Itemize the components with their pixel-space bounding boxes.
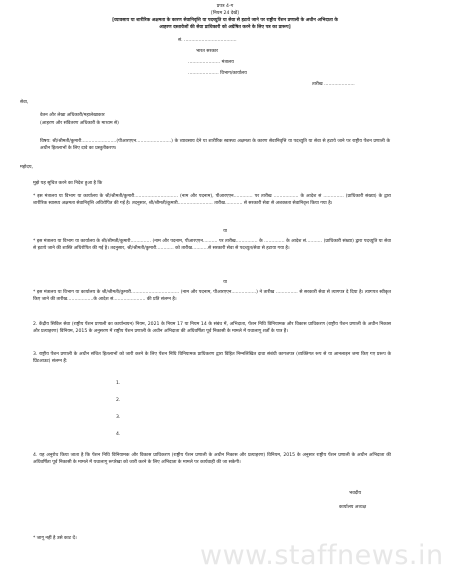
- attachment-item-1: 1.: [116, 381, 121, 386]
- point-2-paragraph: 2. केंद्रीय सिविल सेवा (राष्ट्रीय पेंशन प्रणाली का कार्यान्वयन) नियम, 2021 के नियम 17 या नियम 14 के संबंध में, अभिदाता, पेंशन निधि विनियामक और विकास प्राधिकरण (राष्ट्रीय पेंशन प्रणाली के अधीन निकास और प्रत्याहरण) विनियम, 2015 के अनुसरण में राष्ट्रीय पेंशन प्रणाली के अधीन अभिदाता की अधिवर्षिता पूर्व निकासी के मामले में यथालागू शर्तों के पात्र हैं।: [33, 322, 391, 334]
- attachment-item-2: 2.: [116, 398, 121, 403]
- paragraph-resignation: * इस मंत्रालय या विभाग या कार्यालय के श्री/श्रीमती/कुमारी................................. (नाम और पदनाम, पीआरएएन.................) ने तारीख ............... से सरकारी सेवा से त्यागपत्र दे दिया है। त्यागपत्र स्वीकृत किए जाने की तारीख..................के आदेश सं...................... की प्रति संलग्न है।: [33, 290, 391, 302]
- footnote: * जागू नहीं है उसे काट दें।: [33, 536, 77, 541]
- addressee-line-2: (आहरण और संवितरण अधिकारी के माध्यम से): [40, 121, 119, 126]
- addressee-line-1: वेतन और लेखा अधिकारी/महालेखाकार: [40, 113, 105, 118]
- paragraph-dismissal: * इस मंत्रालय या विभाग या कार्यालय के श्री/श्रीमती/कुमारी.............. (नाम और पदनाम, पीआरएएन.......... पर तारीख............... के .............. के आदेश सं........... (प्राधिकारी संख्या) द्वारा पदच्युति या सेवा से हटाये जाने की शास्ति अधिरोपित की गई है। तदनुसार, श्री/श्रीमती/कुमारी............ को तारीख...........से सरकारी सेवा से पदच्युत/सेवा से हटाया गया है।: [33, 239, 391, 251]
- salutation: महोदय,: [20, 165, 33, 170]
- addressee-label: सेवा,: [20, 100, 29, 105]
- attachment-item-4: 4.: [116, 432, 121, 437]
- watermark-text: www.staffnews.in: [200, 540, 444, 571]
- subject-paragraph: विषय: श्री/श्रीमती/कुमारी........................(पीआरएएन........................) के व्यावसाय देने या शारीरिक स्वास्थ्य अक्षमता के कारण सेवानिवृत्ति या पदच्युति या सेवा से हटाये जाने पर राष्ट्रीय पेंशन प्रणाली के अधीन हितलाभों के लिए दावे का प्रस्तुतीकरण।: [40, 139, 390, 151]
- signature-designation: कार्यालय अध्यक्ष: [339, 505, 367, 510]
- ministry-line: ...................... मंत्रालय: [188, 60, 234, 65]
- attachment-item-3: 3.: [116, 415, 121, 420]
- date-line: तारीख .....................: [312, 82, 355, 87]
- form-subtitle-line-1: [व्यावसाय या शारीरिक अक्षमता के कारण सेवानिवृत्ति या पदच्युति या सेवा से हटाये जाने पर राष्ट्रीय पेंशन प्रणाली के अधीन अभिदाता के: [112, 18, 338, 23]
- point-4-paragraph: 4. यह अनुरोध किया जाता है कि पेंशन निधि विनियामक और विकास प्राधिकरण (राष्ट्रीय पेंशन प्रणाली के अधीन निकास और प्रत्याहरण) विनियम, 2015 के अनुसार राष्ट्रीय पेंशन प्रणाली के अधीन अभिदाता की अधिवर्षिता पूर्व निकासी के मामले में यथालागू रूपरेखा को जारी करने के लिए अभिदाता के मामले पर कार्यवाही की जा सकेगी।: [33, 453, 391, 465]
- department-line: ..................... विभाग/कार्यालय: [188, 71, 247, 76]
- paragraph-invalidation: * इस मंत्रालय या विभाग या कार्यालय के श्री/श्रीमती/कुमारी.............................. (नाम और पदनाम), पीआरएएन............. पर तारीख ................. के आदेश सं .............. (प्राधिकारी संख्या) के द्वारा शारीरिक स्वास्थ्य अक्षमता सेवानिवृत्ति अधिरोपित की गई है। तदनुसार, श्री/श्रीमती/कुमारी........................ तारीख............ से सरकारी सेवा से अशक्तता सेवानिवृत्त किया गया है।: [33, 194, 391, 206]
- form-subtitle-line-2: आहरण दस्तावेजों की सेवा प्राधिकारी को अग्रेषित करने के लिए पत्र का प्रारूप]: [159, 25, 291, 30]
- intro-line: मुझे यह सूचित करने का निदेश हुआ है कि: [33, 181, 103, 186]
- reference-number: सं. ....................................: [178, 38, 237, 43]
- point-3-paragraph: 3. राष्ट्रीय पेंशन प्रणाली के अधीन संचित हितलाभों को जारी करने के लिए पेंशन निधि विनियामक प्राधिकरण द्वारा विहित निम्नलिखित दावा संबंधी कागजपत्र (व्यक्तिगत रूप से या आनलाइन जमा किए गए प्ररूप के प्रिंटआउट) संलग्न हैं:: [33, 352, 391, 364]
- rule-reference: [नियम 24 देखें]: [211, 11, 239, 16]
- or-separator-1: या: [223, 229, 227, 234]
- form-number: प्रपत्र 4-ग: [216, 4, 234, 9]
- signature-closing: भवदीय: [349, 491, 362, 496]
- government-name: भारत सरकार: [196, 49, 218, 54]
- or-separator-2: या: [223, 280, 227, 285]
